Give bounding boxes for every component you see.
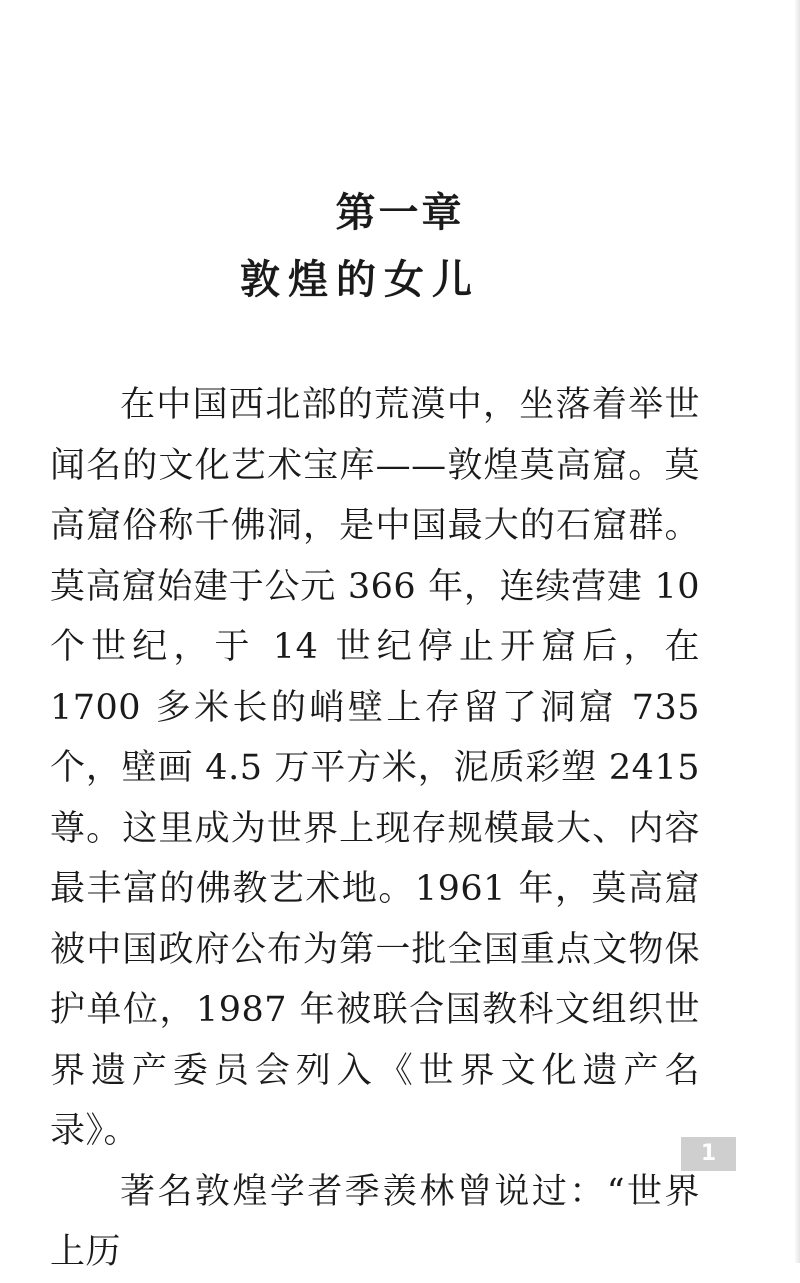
paragraph: 在中国西北部的荒漠中，坐落着举世闻名的文化艺术宝库——敦煌莫高窟。莫高窟俗称千佛洞，是中国最大的石窟群。莫高窟始建于公元 366 年，连续营建 10 个世纪，于 14 世纪停止开窟后，在 1700 多米长的峭壁上存留了洞窟 735 个，壁画 4.5 万平方米，泥质彩塑 2415 尊。这里成为世界上现存规模最大、内容最丰富的佛教艺术地。1961 年，莫高窟被中国政府公布为第一批全国重点文物保护单位，1987 年被联合国教科文组织世界遗产委员会列入《世界文化遗产名录》。: [50, 385, 700, 1151]
chapter-title: 敦煌的女儿: [240, 257, 480, 303]
chapter-number: 第一章: [335, 190, 465, 236]
page-number: 1: [681, 1137, 736, 1171]
body-text: [50, 375, 700, 1283]
paragraph: 著名敦煌学者季羡林曾说过：“世界上历: [50, 1171, 700, 1272]
